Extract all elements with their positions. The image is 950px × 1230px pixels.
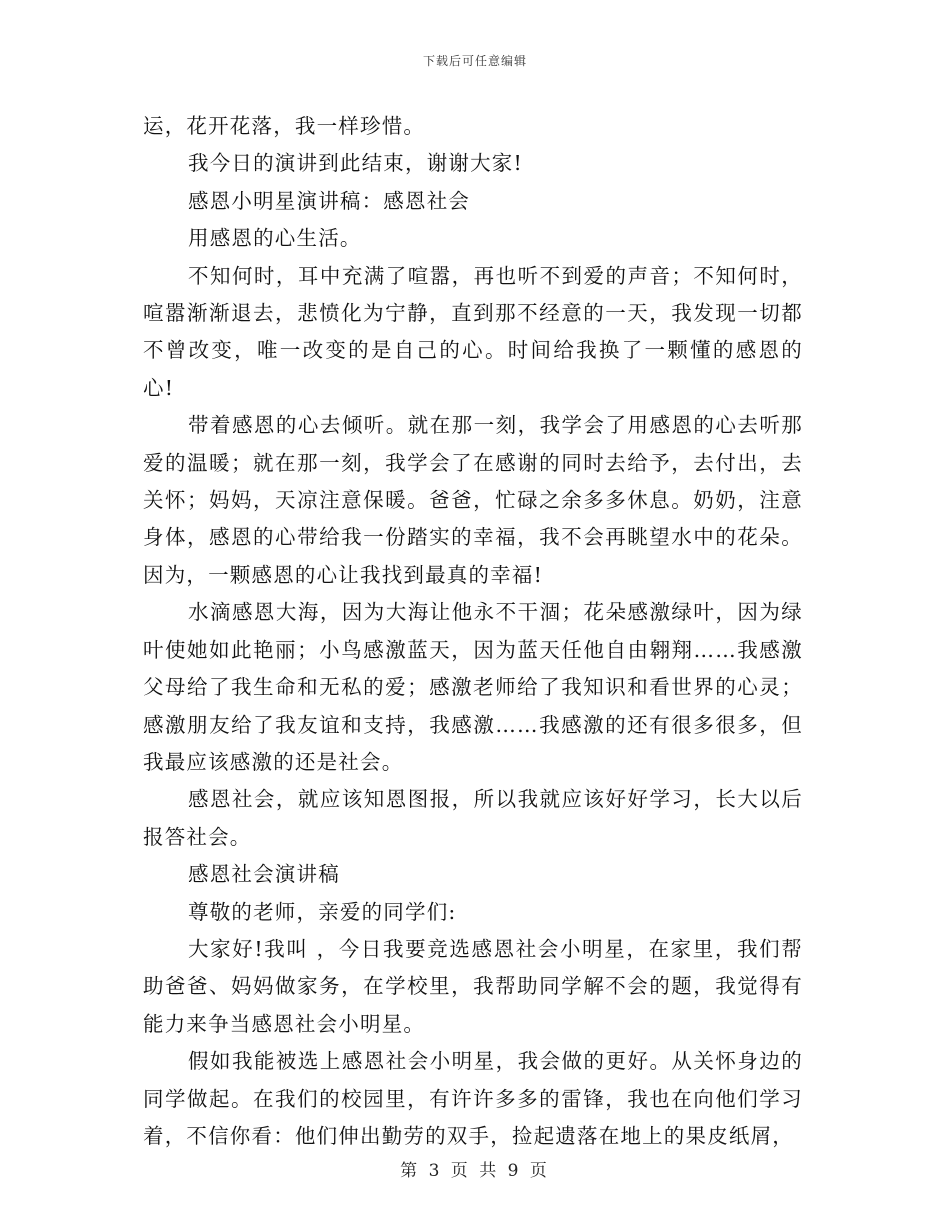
paragraph: 假如我能被选上感恩社会小明星，我会做的更好。从关怀身边的同学做起。在我们的校园里，有许许多多的雷锋，我也在向他们学习着，不信你看：他们伸出勤劳的双手，捡起遗落在地上的果皮纸屑， bbox=[143, 1049, 803, 1148]
page-footer: 第 3 页 共 9 页 bbox=[400, 1161, 550, 1181]
section-title: 感恩社会演讲稿 bbox=[188, 862, 340, 887]
paragraph: 大家好!我叫 ，今日我要竞选感恩社会小明星，在家里，我们帮助爸爸、妈妈做家务，在学校里，我帮助同学解不会的题，我觉得有能力来争当感恩社会小明星。 bbox=[143, 936, 803, 1036]
paragraph: 感恩社会，就应该知恩图报，所以我就应该好好学习，长大以后报答社会。 bbox=[143, 787, 803, 849]
paragraph: 不知何时，耳中充满了喧嚣，再也听不到爱的声音；不知何时，喧嚣渐渐退去，悲愤化为宁静，直到那不经意的一天，我发现一切都不曾改变，唯一改变的是自己的心。时间给我换了一颗懂的感恩的心! bbox=[143, 263, 803, 400]
salutation: 尊敬的老师，亲爱的同学们: bbox=[188, 899, 457, 924]
paragraph-continuation: 运，花开花落，我一样珍惜。 bbox=[143, 114, 426, 138]
document-body bbox=[143, 108, 803, 1155]
paragraph: 用感恩的心生活。 bbox=[188, 226, 362, 251]
paragraph: 水滴感恩大海，因为大海让他永不干涸；花朵感激绿叶，因为绿叶使她如此艳丽；小鸟感激蓝天，因为蓝天任他自由翱翔……我感激父母给了我生命和无私的爱；感激老师给了我知识和看世界的心灵；感激朋友给了我友谊和支持，我感激……我感激的还有很多很多，但我最应该感激的还是社会。 bbox=[143, 600, 803, 774]
section-title: 感恩小明星演讲稿：感恩社会 bbox=[188, 188, 471, 213]
page-header: 下载后可任意编辑 bbox=[422, 54, 527, 68]
paragraph: 带着感恩的心去倾听。就在那一刻，我学会了用感恩的心去听那爱的温暖；就在那一刻，我学会了在感谢的同时去给予，去付出，去关怀；妈妈，天凉注意保暖。爸爸，忙碌之余多多休息。奶奶，注意身体，感恩的心带给我一份踏实的幸福，我不会再眺望水中的花朵。因为，一颗感恩的心让我找到最真的幸福! bbox=[143, 413, 803, 587]
paragraph: 我今日的演讲到此结束，谢谢大家! bbox=[188, 151, 523, 176]
